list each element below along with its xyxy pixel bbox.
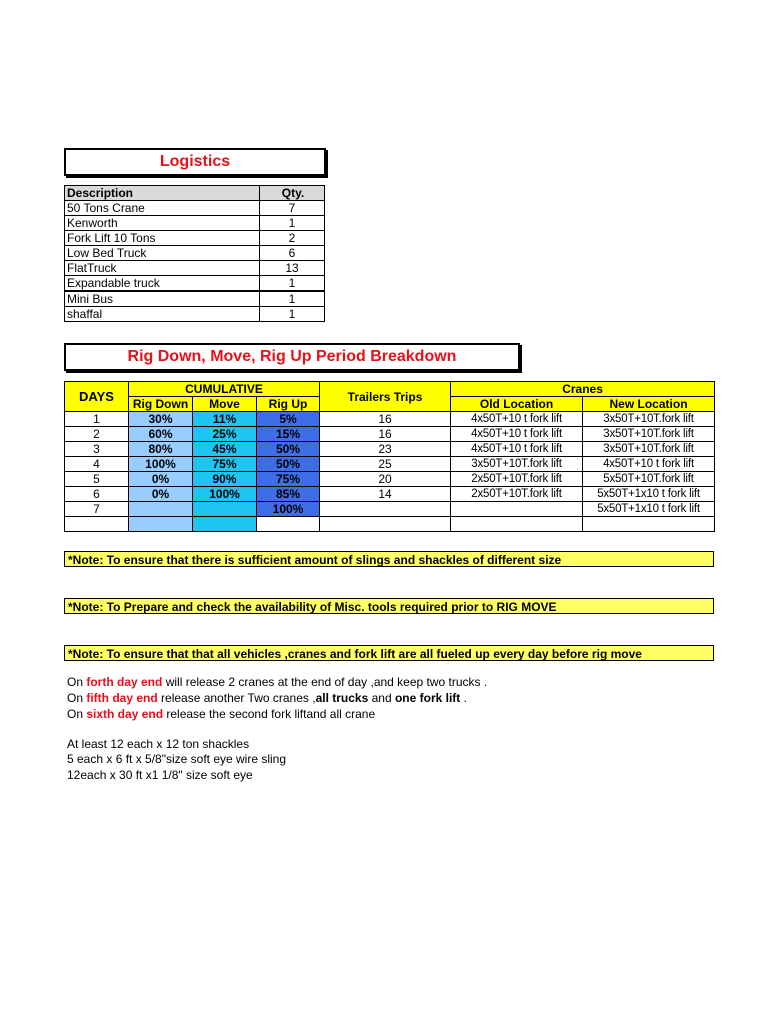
instruction-line bbox=[67, 691, 467, 706]
trips-cell: 25 bbox=[320, 457, 451, 472]
instruction-prefix: On bbox=[67, 691, 87, 705]
equipment-item: 12each x 30 ft x1 1/8" size soft eye bbox=[67, 768, 253, 782]
breakdown-title bbox=[64, 343, 520, 371]
old-location-cell: 4x50T+10 t fork lift bbox=[451, 442, 583, 457]
day-cell: 6 bbox=[65, 487, 129, 502]
instruction-prefix: On bbox=[67, 707, 87, 721]
table-row bbox=[65, 472, 715, 487]
table-row bbox=[65, 246, 325, 261]
table-row bbox=[65, 502, 715, 517]
table-row bbox=[65, 442, 715, 457]
move-cell: 45% bbox=[193, 442, 257, 457]
new-location-cell: 3x50T+10T.fork lift bbox=[583, 442, 715, 457]
rig-up-cell: 5% bbox=[257, 412, 320, 427]
instruction-highlight: forth day end bbox=[86, 675, 163, 689]
rig-down-cell: 60% bbox=[129, 427, 193, 442]
day-cell bbox=[65, 517, 129, 532]
day-cell: 4 bbox=[65, 457, 129, 472]
instruction-text: and bbox=[368, 691, 395, 705]
move-cell bbox=[193, 517, 257, 532]
rig-down-cell: 80% bbox=[129, 442, 193, 457]
item-qty: 1 bbox=[260, 307, 325, 322]
rig-down-cell: 30% bbox=[129, 412, 193, 427]
rig-down-cell: 0% bbox=[129, 472, 193, 487]
new-location-cell: 5x50T+10T.fork lift bbox=[583, 472, 715, 487]
rig-down-header: Rig Down bbox=[129, 397, 193, 412]
qty-header: Qty. bbox=[260, 186, 325, 201]
rig-up-cell: 100% bbox=[257, 502, 320, 517]
breakdown-title-text: Rig Down, Move, Rig Up Period Breakdown bbox=[127, 348, 457, 365]
item-qty: 1 bbox=[260, 291, 325, 307]
day-cell: 7 bbox=[65, 502, 129, 517]
item-qty: 6 bbox=[260, 246, 325, 261]
item-qty: 2 bbox=[260, 231, 325, 246]
rig-up-cell: 50% bbox=[257, 457, 320, 472]
instruction-bold: all trucks bbox=[315, 691, 369, 705]
table-row bbox=[65, 261, 325, 276]
trips-cell: 16 bbox=[320, 427, 451, 442]
new-location-cell: 5x50T+1x10 t fork lift bbox=[583, 502, 715, 517]
instruction-prefix: On bbox=[67, 675, 87, 689]
rig-up-cell: 15% bbox=[257, 427, 320, 442]
table-row bbox=[65, 216, 325, 231]
item-description: Fork Lift 10 Tons bbox=[65, 231, 260, 246]
rig-up-cell: 50% bbox=[257, 442, 320, 457]
table-row bbox=[65, 517, 715, 532]
rig-down-cell bbox=[129, 517, 193, 532]
new-location-cell bbox=[583, 517, 715, 532]
new-location-header: New Location bbox=[583, 397, 715, 412]
new-location-cell: 3x50T+10T.fork lift bbox=[583, 427, 715, 442]
trips-cell: 23 bbox=[320, 442, 451, 457]
new-location-cell: 3x50T+10T.fork lift bbox=[583, 412, 715, 427]
old-location-cell: 2x50T+10T.fork lift bbox=[451, 472, 583, 487]
instruction-text: release the second fork liftand all crane bbox=[163, 707, 376, 721]
move-cell bbox=[193, 502, 257, 517]
breakdown-table bbox=[64, 381, 715, 532]
instruction-text: . bbox=[460, 691, 467, 705]
new-location-cell: 5x50T+1x10 t fork lift bbox=[583, 487, 715, 502]
cumulative-header: CUMULATIVE bbox=[129, 382, 320, 397]
day-cell: 2 bbox=[65, 427, 129, 442]
item-qty: 1 bbox=[260, 216, 325, 231]
table-row bbox=[65, 457, 715, 472]
instruction-text: will release 2 cranes at the end of day ,and keep two trucks . bbox=[162, 675, 488, 689]
instruction-highlight: sixth day end bbox=[86, 707, 164, 721]
breakdown-header-row bbox=[65, 382, 715, 397]
rig-down-cell: 100% bbox=[129, 457, 193, 472]
note-fuel: *Note: To ensure that that all vehicles ,cranes and fork lift are all fueled up every day before rig move bbox=[64, 645, 714, 661]
table-row bbox=[65, 276, 325, 292]
equipment-item: At least 12 each x 12 ton shackles bbox=[67, 737, 250, 751]
instruction-bold: one fork lift bbox=[394, 691, 461, 705]
trips-cell: 14 bbox=[320, 487, 451, 502]
move-header: Move bbox=[193, 397, 257, 412]
old-location-cell: 2x50T+10T.fork lift bbox=[451, 487, 583, 502]
item-qty: 13 bbox=[260, 261, 325, 276]
table-row bbox=[65, 231, 325, 246]
instruction-line bbox=[67, 675, 487, 690]
day-cell: 1 bbox=[65, 412, 129, 427]
logistics-table bbox=[64, 185, 325, 322]
trips-cell bbox=[320, 517, 451, 532]
move-cell: 75% bbox=[193, 457, 257, 472]
old-location-cell: 4x50T+10 t fork lift bbox=[451, 412, 583, 427]
old-location-cell: 3x50T+10T.fork lift bbox=[451, 457, 583, 472]
trips-cell bbox=[320, 502, 451, 517]
item-description: FlatTruck bbox=[65, 261, 260, 276]
logistics-header-row bbox=[65, 186, 325, 201]
trips-cell: 16 bbox=[320, 412, 451, 427]
instruction-highlight: fifth day end bbox=[86, 691, 158, 705]
description-header: Description bbox=[65, 186, 260, 201]
note-slings: *Note: To ensure that there is sufficient amount of slings and shackles of different size bbox=[64, 551, 714, 567]
old-location-cell bbox=[451, 517, 583, 532]
trips-cell: 20 bbox=[320, 472, 451, 487]
rig-down-cell bbox=[129, 502, 193, 517]
item-description: Low Bed Truck bbox=[65, 246, 260, 261]
table-row bbox=[65, 487, 715, 502]
table-row bbox=[65, 412, 715, 427]
item-description: 50 Tons Crane bbox=[65, 201, 260, 216]
instruction-line bbox=[67, 707, 375, 722]
old-location-header: Old Location bbox=[451, 397, 583, 412]
rig-up-cell: 85% bbox=[257, 487, 320, 502]
item-description: Mini Bus bbox=[65, 291, 260, 307]
rig-up-cell: 75% bbox=[257, 472, 320, 487]
rig-up-header: Rig Up bbox=[257, 397, 320, 412]
table-row bbox=[65, 201, 325, 216]
days-header: DAYS bbox=[65, 382, 129, 412]
day-cell: 3 bbox=[65, 442, 129, 457]
equipment-item: 5 each x 6 ft x 5/8"size soft eye wire sling bbox=[67, 752, 287, 766]
trailers-trips-header: Trailers Trips bbox=[320, 382, 451, 412]
item-description: Expandable truck bbox=[65, 276, 260, 292]
item-qty: 7 bbox=[260, 201, 325, 216]
old-location-cell: 4x50T+10 t fork lift bbox=[451, 427, 583, 442]
cranes-header: Cranes bbox=[451, 382, 715, 397]
logistics-title-text: Logistics bbox=[159, 153, 231, 170]
table-row bbox=[65, 307, 325, 322]
rig-up-cell bbox=[257, 517, 320, 532]
rig-down-cell: 0% bbox=[129, 487, 193, 502]
move-cell: 90% bbox=[193, 472, 257, 487]
item-description: Kenworth bbox=[65, 216, 260, 231]
table-row bbox=[65, 427, 715, 442]
item-qty: 1 bbox=[260, 276, 325, 292]
note-misc-tools: *Note: To Prepare and check the availability of Misc. tools required prior to RIG MOVE bbox=[64, 598, 714, 614]
move-cell: 11% bbox=[193, 412, 257, 427]
item-description: shaffal bbox=[65, 307, 260, 322]
table-row bbox=[65, 291, 325, 307]
instruction-text: release another Two cranes , bbox=[157, 691, 316, 705]
day-cell: 5 bbox=[65, 472, 129, 487]
new-location-cell: 4x50T+10 t fork lift bbox=[583, 457, 715, 472]
logistics-title bbox=[64, 148, 326, 176]
old-location-cell bbox=[451, 502, 583, 517]
move-cell: 25% bbox=[193, 427, 257, 442]
move-cell: 100% bbox=[193, 487, 257, 502]
